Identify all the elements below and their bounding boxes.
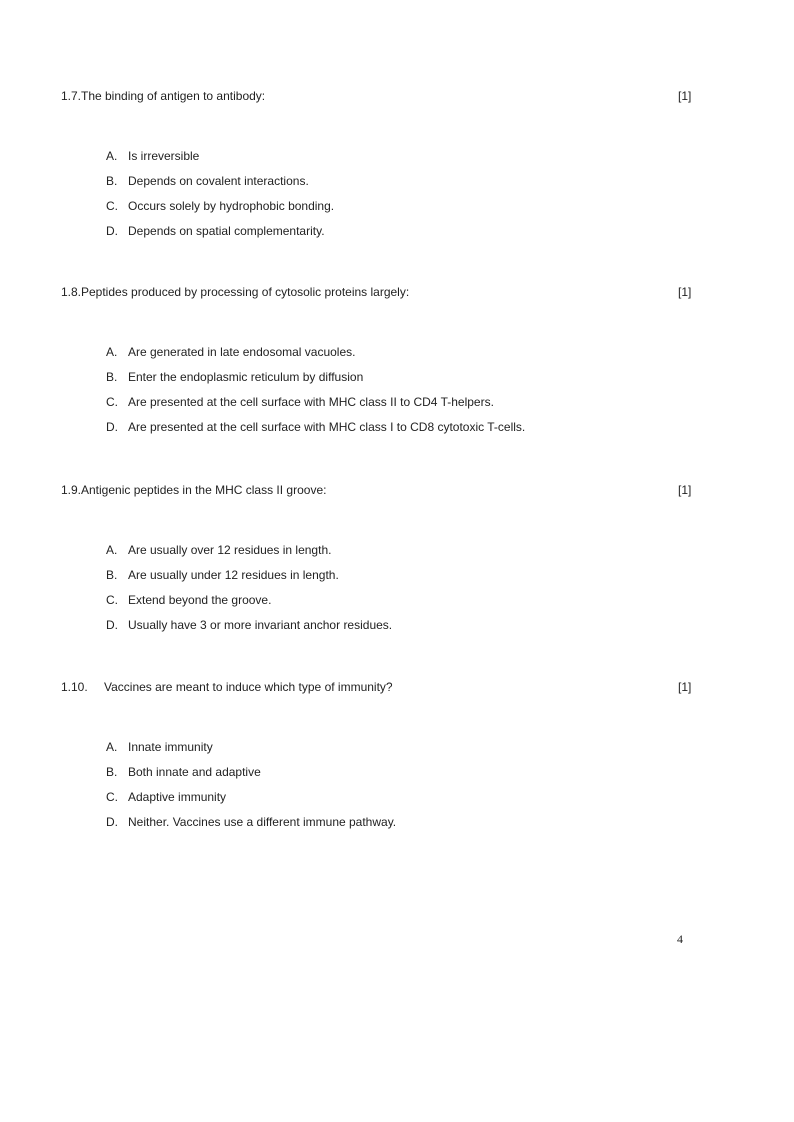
option-letter: D.: [106, 224, 118, 238]
question-text: Peptides produced by processing of cytosolic proteins largely:: [81, 285, 410, 299]
marks: [1]: [678, 680, 692, 694]
question: [61, 482, 701, 632]
option-letter: A.: [106, 543, 118, 557]
option-text: Extend beyond the groove.: [128, 593, 272, 607]
option-text: Neither. Vaccines use a different immune pathway.: [128, 815, 397, 829]
option-text: Innate immunity: [128, 740, 213, 754]
option-letter: B.: [106, 765, 118, 779]
option-text: Are usually under 12 residues in length.: [128, 568, 339, 582]
option-letter: B.: [106, 370, 118, 384]
option-letter: C.: [106, 593, 118, 607]
option-letter: D.: [106, 618, 118, 632]
option-letter: B.: [106, 568, 118, 582]
question-number: 1.8.: [61, 285, 82, 299]
option-text: Both innate and adaptive: [128, 765, 261, 779]
option-text: Adaptive immunity: [128, 790, 227, 804]
option-text: Are presented at the cell surface with MHC class II to CD4 T-helpers.: [128, 395, 494, 409]
marks: [1]: [678, 483, 692, 497]
marks: [1]: [678, 285, 692, 299]
option-text: Are presented at the cell surface with MHC class I to CD8 cytotoxic T-cells.: [128, 420, 526, 434]
question-text: Antigenic peptides in the MHC class II groove:: [81, 483, 327, 497]
option-letter: A.: [106, 149, 118, 163]
option-text: Occurs solely by hydrophobic bonding.: [128, 199, 335, 213]
option-letter: C.: [106, 199, 118, 213]
option-text: Is irreversible: [128, 149, 200, 163]
question-number: 1.9.: [61, 483, 82, 497]
marks: [1]: [678, 89, 692, 103]
option-letter: A.: [106, 345, 118, 359]
question-text: The binding of antigen to antibody:: [81, 89, 266, 103]
option-text: Depends on covalent interactions.: [128, 174, 309, 188]
question-text: Vaccines are meant to induce which type of immunity?: [104, 680, 393, 694]
option-letter: D.: [106, 420, 118, 434]
option-text: Usually have 3 or more invariant anchor residues.: [128, 618, 393, 632]
question-number: 1.7.: [61, 89, 82, 103]
question-number: 1.10.: [61, 680, 88, 694]
option-text: Are generated in late endosomal vacuoles.: [128, 345, 356, 359]
option-text: Are usually over 12 residues in length.: [128, 543, 332, 557]
question: [61, 88, 701, 238]
option-letter: A.: [106, 740, 118, 754]
option-letter: C.: [106, 790, 118, 804]
option-text: Depends on spatial complementarity.: [128, 224, 325, 238]
question: [61, 284, 701, 434]
option-letter: C.: [106, 395, 118, 409]
question: [61, 679, 701, 829]
option-letter: B.: [106, 174, 118, 188]
page-number: 4: [677, 932, 683, 946]
option-text: Enter the endoplasmic reticulum by diffusion: [128, 370, 364, 384]
option-letter: D.: [106, 815, 118, 829]
